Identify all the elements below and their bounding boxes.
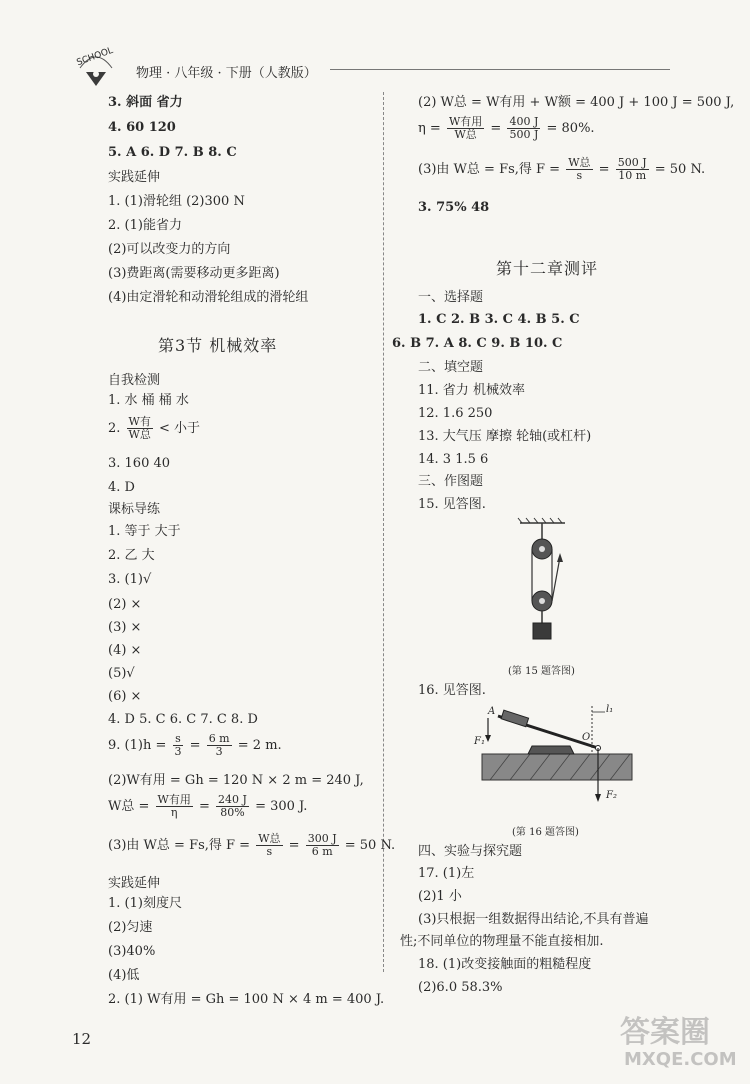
answer-line: 11. 省力 机械效率 (418, 383, 525, 398)
answer-line: 1. (1)滑轮组 (2)300 N (108, 194, 245, 209)
answer-line: 4. D (108, 480, 135, 495)
fraction: $\frac{\text{W总}}{s}$ (568, 156, 591, 182)
subheading: 课标导练 (108, 502, 161, 517)
fraction: $\frac{\text{W总}}{s}$ (258, 832, 281, 858)
answer-line: 14. 3 1.5 6 (418, 452, 489, 467)
fraction: $\frac{500 J}{10 m}$ (617, 156, 647, 182)
answer-line: (4) × (108, 643, 142, 658)
answer-line: 3. 160 40 (108, 456, 171, 471)
answer-line: (4)由定滑轮和动滑轮组成的滑轮组 (108, 290, 309, 305)
answer-line-fraction: η = $\frac{\text{W有用}}{\text{W总}}$ = $\frac{400 J}{500 J}$ = 80%. (418, 115, 595, 141)
answer-line: 1. C 2. B 3. C 4. B 5. C (418, 312, 580, 327)
answer-line: (5)√ (108, 666, 135, 681)
watermark-url: MXQE.COM (624, 1049, 737, 1070)
answer-line: 性;不同单位的物理量不能直接相加. (400, 934, 604, 949)
answer-line: (2)匀速 (108, 920, 153, 935)
label-l1: l₁ (606, 704, 614, 715)
watermark-text: 答案圈 (620, 1015, 710, 1050)
answer-line: (2)可以改变力的方向 (108, 242, 231, 257)
answer-line: 4. D 5. C 6. C 7. C 8. D (108, 712, 258, 727)
label-A: A (488, 706, 496, 717)
fraction: $\frac{\text{W有用}}{\eta}$ (157, 793, 191, 819)
answer-line-fraction: 2. $\frac{\text{W有}}{\text{W总}}$ < 小于 (108, 415, 201, 441)
fraction: $\frac{6 m}{3}$ (208, 732, 230, 758)
answer-line: 1. (1)刻度尺 (108, 896, 182, 911)
answer-line: 6. B 7. A 8. C 9. B 10. C (392, 336, 563, 351)
answer-line: 5. A 6. D 7. B 8. C (108, 145, 237, 160)
answer-line-fraction: (3)由 W总 = Fs,得 F = $\frac{\text{W总}}{s}$ = $\frac{500 J}{10 m}$ = 50 N. (418, 156, 706, 182)
answer-line: 13. 大气压 摩擦 轮轴(或杠杆) (418, 429, 592, 444)
fraction: $\frac{400 J}{500 J}$ (509, 115, 539, 141)
answer-line: 2. (1) W有用 = Gh = 100 N × 4 m = 400 J. (108, 992, 385, 1007)
school-logo-text: SCHOOL (75, 45, 115, 69)
fraction: $\frac{\text{W有}}{\text{W总}}$ (128, 415, 151, 441)
lever-figure (470, 702, 640, 812)
answer-line: 18. (1)改变接触面的粗糙程度 (418, 957, 592, 972)
answer-line: 17. (1)左 (418, 866, 475, 881)
figure-caption: (第 15 题答图) (508, 666, 575, 677)
subheading: 实践延伸 (108, 876, 161, 891)
answer-line: (6) × (108, 689, 142, 704)
answer-line: 1. 等于 大于 (108, 524, 181, 539)
fraction: $\frac{300 J}{6 m}$ (307, 832, 337, 858)
answer-line: 16. 见答图. (418, 683, 486, 698)
answer-line: (2) W总 = W有用 + W额 = 400 J + 100 J = 500 J, (418, 95, 735, 110)
answer-line: (3)40% (108, 944, 156, 959)
figure-caption: (第 16 题答图) (512, 827, 579, 838)
answer-line: (2)1 小 (418, 889, 462, 904)
answer-line-fraction: (3)由 W总 = Fs,得 F = $\frac{\text{W总}}{s}$ = $\frac{300 J}{6 m}$ = 50 N. (108, 832, 396, 858)
answer-line: 4. 60 120 (108, 120, 176, 135)
header-title: 物理 · 八年级 · 下册（人教版） (136, 66, 317, 81)
answer-line: (2)6.0 58.3% (418, 980, 503, 995)
answer-line: (3) × (108, 620, 142, 635)
answer-line: (2) × (108, 597, 142, 612)
answer-line-fraction: W总 = $\frac{\text{W有用}}{\eta}$ = $\frac{240 J}{80\%}$ = 300 J. (108, 793, 308, 819)
answer-line: 2. (1)能省力 (108, 218, 182, 233)
watermark (610, 1005, 745, 1077)
answer-line: 1. 水 桶 桶 水 (108, 393, 189, 408)
chapter-title: 第十二章测评 (496, 259, 599, 278)
answer-line-fraction: 9. (1)h = $\frac{s}{3}$ = $\frac{6 m}{3}$ = 2 m. (108, 732, 282, 758)
subheading: 实践延伸 (108, 170, 161, 185)
answer-line: 2. 乙 大 (108, 548, 155, 563)
fraction: $\frac{240 J}{80\%}$ (218, 793, 247, 819)
page-number: 12 (72, 1030, 92, 1048)
subheading: 二、填空题 (418, 360, 484, 375)
answer-line: 3. (1)√ (108, 572, 152, 587)
label-F1: F₁ (474, 736, 485, 747)
school-logo (70, 38, 122, 90)
answer-line: 12. 1.6 250 (418, 406, 493, 421)
pulley-figure (510, 517, 580, 647)
answer-line: 15. 见答图. (418, 497, 486, 512)
subheading: 自我检测 (108, 373, 161, 388)
answer-line: (3)只根据一组数据得出结论,不具有普遍 (418, 912, 649, 927)
fraction: $\frac{s}{3}$ (174, 732, 182, 758)
label-F2: F₂ (606, 790, 617, 801)
label-O: O (582, 732, 591, 743)
header-rule (330, 69, 670, 70)
fraction: $\frac{\text{W有用}}{\text{W总}}$ (448, 115, 483, 141)
section-title: 第3节 机械效率 (158, 336, 278, 355)
answer-line: (3)费距离(需要移动更多距离) (108, 266, 280, 281)
answer-line: (4)低 (108, 968, 140, 983)
answer-line: 3. 斜面 省力 (108, 95, 183, 110)
subheading: 一、选择题 (418, 290, 484, 305)
answer-line: 3. 75% 48 (418, 200, 490, 215)
subheading: 四、实验与探究题 (418, 844, 523, 859)
subheading: 三、作图题 (418, 474, 484, 489)
answer-line: (2)W有用 = Gh = 120 N × 2 m = 240 J, (108, 773, 364, 788)
